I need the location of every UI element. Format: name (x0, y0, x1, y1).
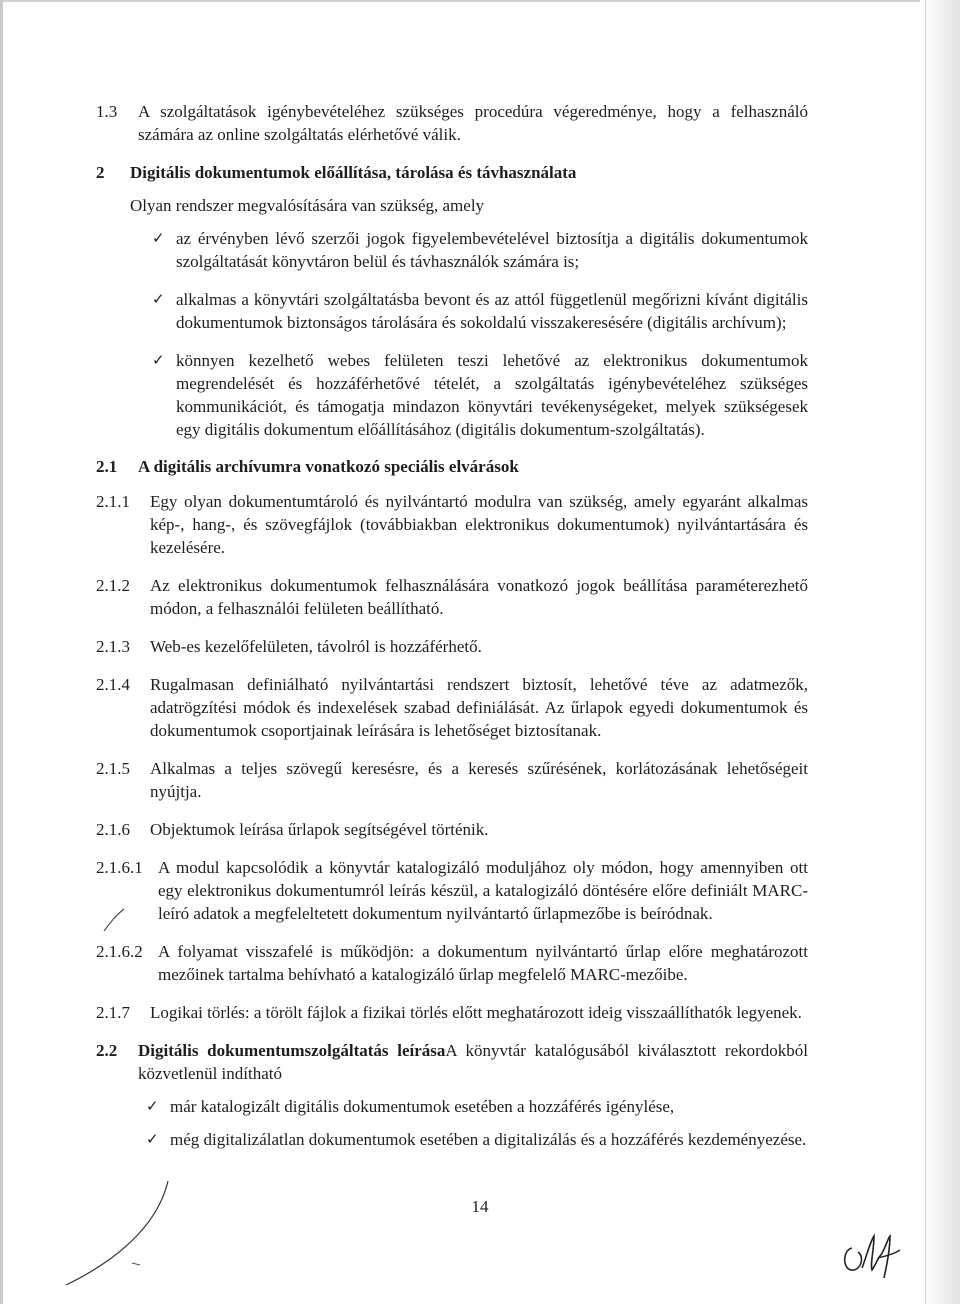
section-number: 1.3 (96, 102, 118, 121)
page-number: 14 (471, 1197, 489, 1216)
subsection-2-1-7 (96, 1001, 808, 1024)
section-2-1-heading (96, 455, 808, 478)
scan-right-shadow (920, 0, 960, 1304)
subsection-2-1-2 (96, 574, 808, 620)
subsection-number: 2.1.1 (96, 492, 130, 511)
subsection-number: 2.1.5 (96, 759, 130, 778)
subsection-2-1-5 (96, 757, 808, 803)
section-number: 2.1 (96, 457, 118, 476)
check-icon: ✓ (152, 290, 165, 308)
subsection-2-1-6 (96, 818, 808, 841)
initials-signature (838, 1228, 904, 1284)
subsection-number: 2.1.3 (96, 637, 130, 656)
scan-top-edge (0, 0, 960, 2)
bullet-item (146, 1128, 808, 1151)
check-icon: ✓ (152, 229, 165, 247)
subsection-number: 2.1.2 (96, 576, 130, 595)
section-text: A szolgáltatások igénybevételéhez szükséges procedúra végeredménye, hogy a felhasználó számára az online szolgáltatás elérhetővé válik. (138, 102, 808, 144)
bullet-text: még digitalizálatlan dokumentumok esetében a digitalizálás és a hozzáférés kezdeményezése. (170, 1130, 807, 1149)
subsection-text: Objektumok leírása űrlapok segítségével történik. (150, 820, 489, 839)
section-text: A könyvtár katalógusából kiválasztott rekordokból közvetlenül indítható (138, 1041, 808, 1083)
subsection-number: 2.1.7 (96, 1003, 130, 1022)
subsection-2-1-4 (96, 673, 808, 742)
bullet-text: már katalogizált digitális dokumentumok esetében a hozzáférés igénylése, (170, 1097, 675, 1116)
section-2-2 (96, 1039, 808, 1085)
subsection-text: A modul kapcsolódik a könyvtár katalogizáló moduljához oly módon, hogy amennyiben ott egy elektronikus dokumentumról leírás készül, a katalogizáló döntésére előre definiált MARC-leíró adatok a megfeleltetett dokumentum nyilvántartó űrlapmezőbe is beíródnak. (158, 858, 808, 923)
bullet-item (152, 288, 808, 334)
bullet-item (146, 1095, 808, 1118)
subsection-text: Alkalmas a teljes szövegű keresésre, és a keresés szűrésének, korlátozásának lehetőségeit nyújtja. (150, 759, 808, 801)
subsection-text: A folyamat visszafelé is működjön: a dokumentum nyilvántartó űrlap előre meghatározott mezőinek tartalma behívható a katalogizáló űrlap megfelelő MARC-mezőibe. (158, 942, 808, 984)
pen-mark (100, 905, 130, 935)
subsection-2-1-6-2 (96, 940, 808, 986)
subsection-number: 2.1.6.1 (96, 858, 143, 877)
pen-stroke (60, 1175, 180, 1290)
bullet-text: könnyen kezelhető webes felületen teszi lehetővé az elektronikus dokumentumok megrendelését és hozzáférhetővé tételét, a szolgáltatás igénybevételéhez szükséges kommunikációt, és támogatja mindazon könyvtári tevékenységeket, melyek szükségesek egy digitális dokumentum előállításához (digitális dokumentum-szolgáltatás). (176, 351, 808, 439)
subsection-number: 2.1.6 (96, 820, 130, 839)
bullet-item (152, 349, 808, 441)
section-number: 2.2 (96, 1041, 118, 1060)
scan-left-edge (0, 0, 3, 1304)
subsection-text: Rugalmasan definiálható nyilvántartási rendszert biztosít, lehetővé téve az adatmezők, adatrögzítési módok és indexelések szabad definiálását. Az űrlapok egyedi dokumentumok és dokumentumok csoportjainak leírására is lehetőséget biztosítanak. (150, 675, 808, 740)
check-icon: ✓ (146, 1097, 159, 1115)
section-1-3 (96, 100, 808, 146)
document-page (96, 100, 808, 1166)
section-title: Digitális dokumentumszolgáltatás leírása (138, 1041, 446, 1060)
subsection-number: 2.1.6.2 (96, 942, 143, 961)
subsection-2-1-3 (96, 635, 808, 658)
section-title: A digitális archívumra vonatkozó speciális elvárások (138, 457, 519, 476)
section-number: 2 (96, 163, 105, 182)
section-title: Digitális dokumentumok előállítása, tárolása és távhasználata (130, 163, 577, 182)
subsection-2-1-1 (96, 490, 808, 559)
subsection-text: Az elektronikus dokumentumok felhasználására vonatkozó jogok beállítása paraméterezhető módon, a felhasználói felületen beállítható. (150, 576, 808, 618)
bullet-text: az érvényben lévő szerzői jogok figyelembevételével biztosítja a digitális dokumentumok szolgáltatását könyvtáron belül és távhasználók számára is; (176, 229, 808, 271)
bullet-item (152, 227, 808, 273)
subsection-text: Logikai törlés: a törölt fájlok a fizikai törlés előtt meghatározott ideig visszaállíthatók legyenek. (150, 1003, 802, 1022)
subsection-2-1-6-1 (96, 856, 808, 925)
check-icon: ✓ (146, 1130, 159, 1148)
check-icon: ✓ (152, 351, 165, 369)
subsection-number: 2.1.4 (96, 675, 130, 694)
bullet-text: alkalmas a könyvtári szolgáltatásba bevont és az attól függetlenül megőrizni kívánt digitális dokumentumok biztonságos tárolására és sokoldalú visszakeresésére (digitális archívum); (176, 290, 808, 332)
section-2-heading (96, 161, 808, 184)
scan-right-line (925, 0, 926, 1304)
subsection-text: Egy olyan dokumentumtároló és nyilvántartó modulra van szükség, amely egyaránt alkalmas kép-, hang-, és szövegfájlok (továbbiakban elektronikus dokumentumok) nyilvántartására és kezelésére. (150, 492, 808, 557)
section-2-intro: Olyan rendszer megvalósítására van szükség, amely (130, 196, 485, 215)
subsection-text: Web-es kezelőfelületen, távolról is hozzáférhető. (150, 637, 482, 656)
